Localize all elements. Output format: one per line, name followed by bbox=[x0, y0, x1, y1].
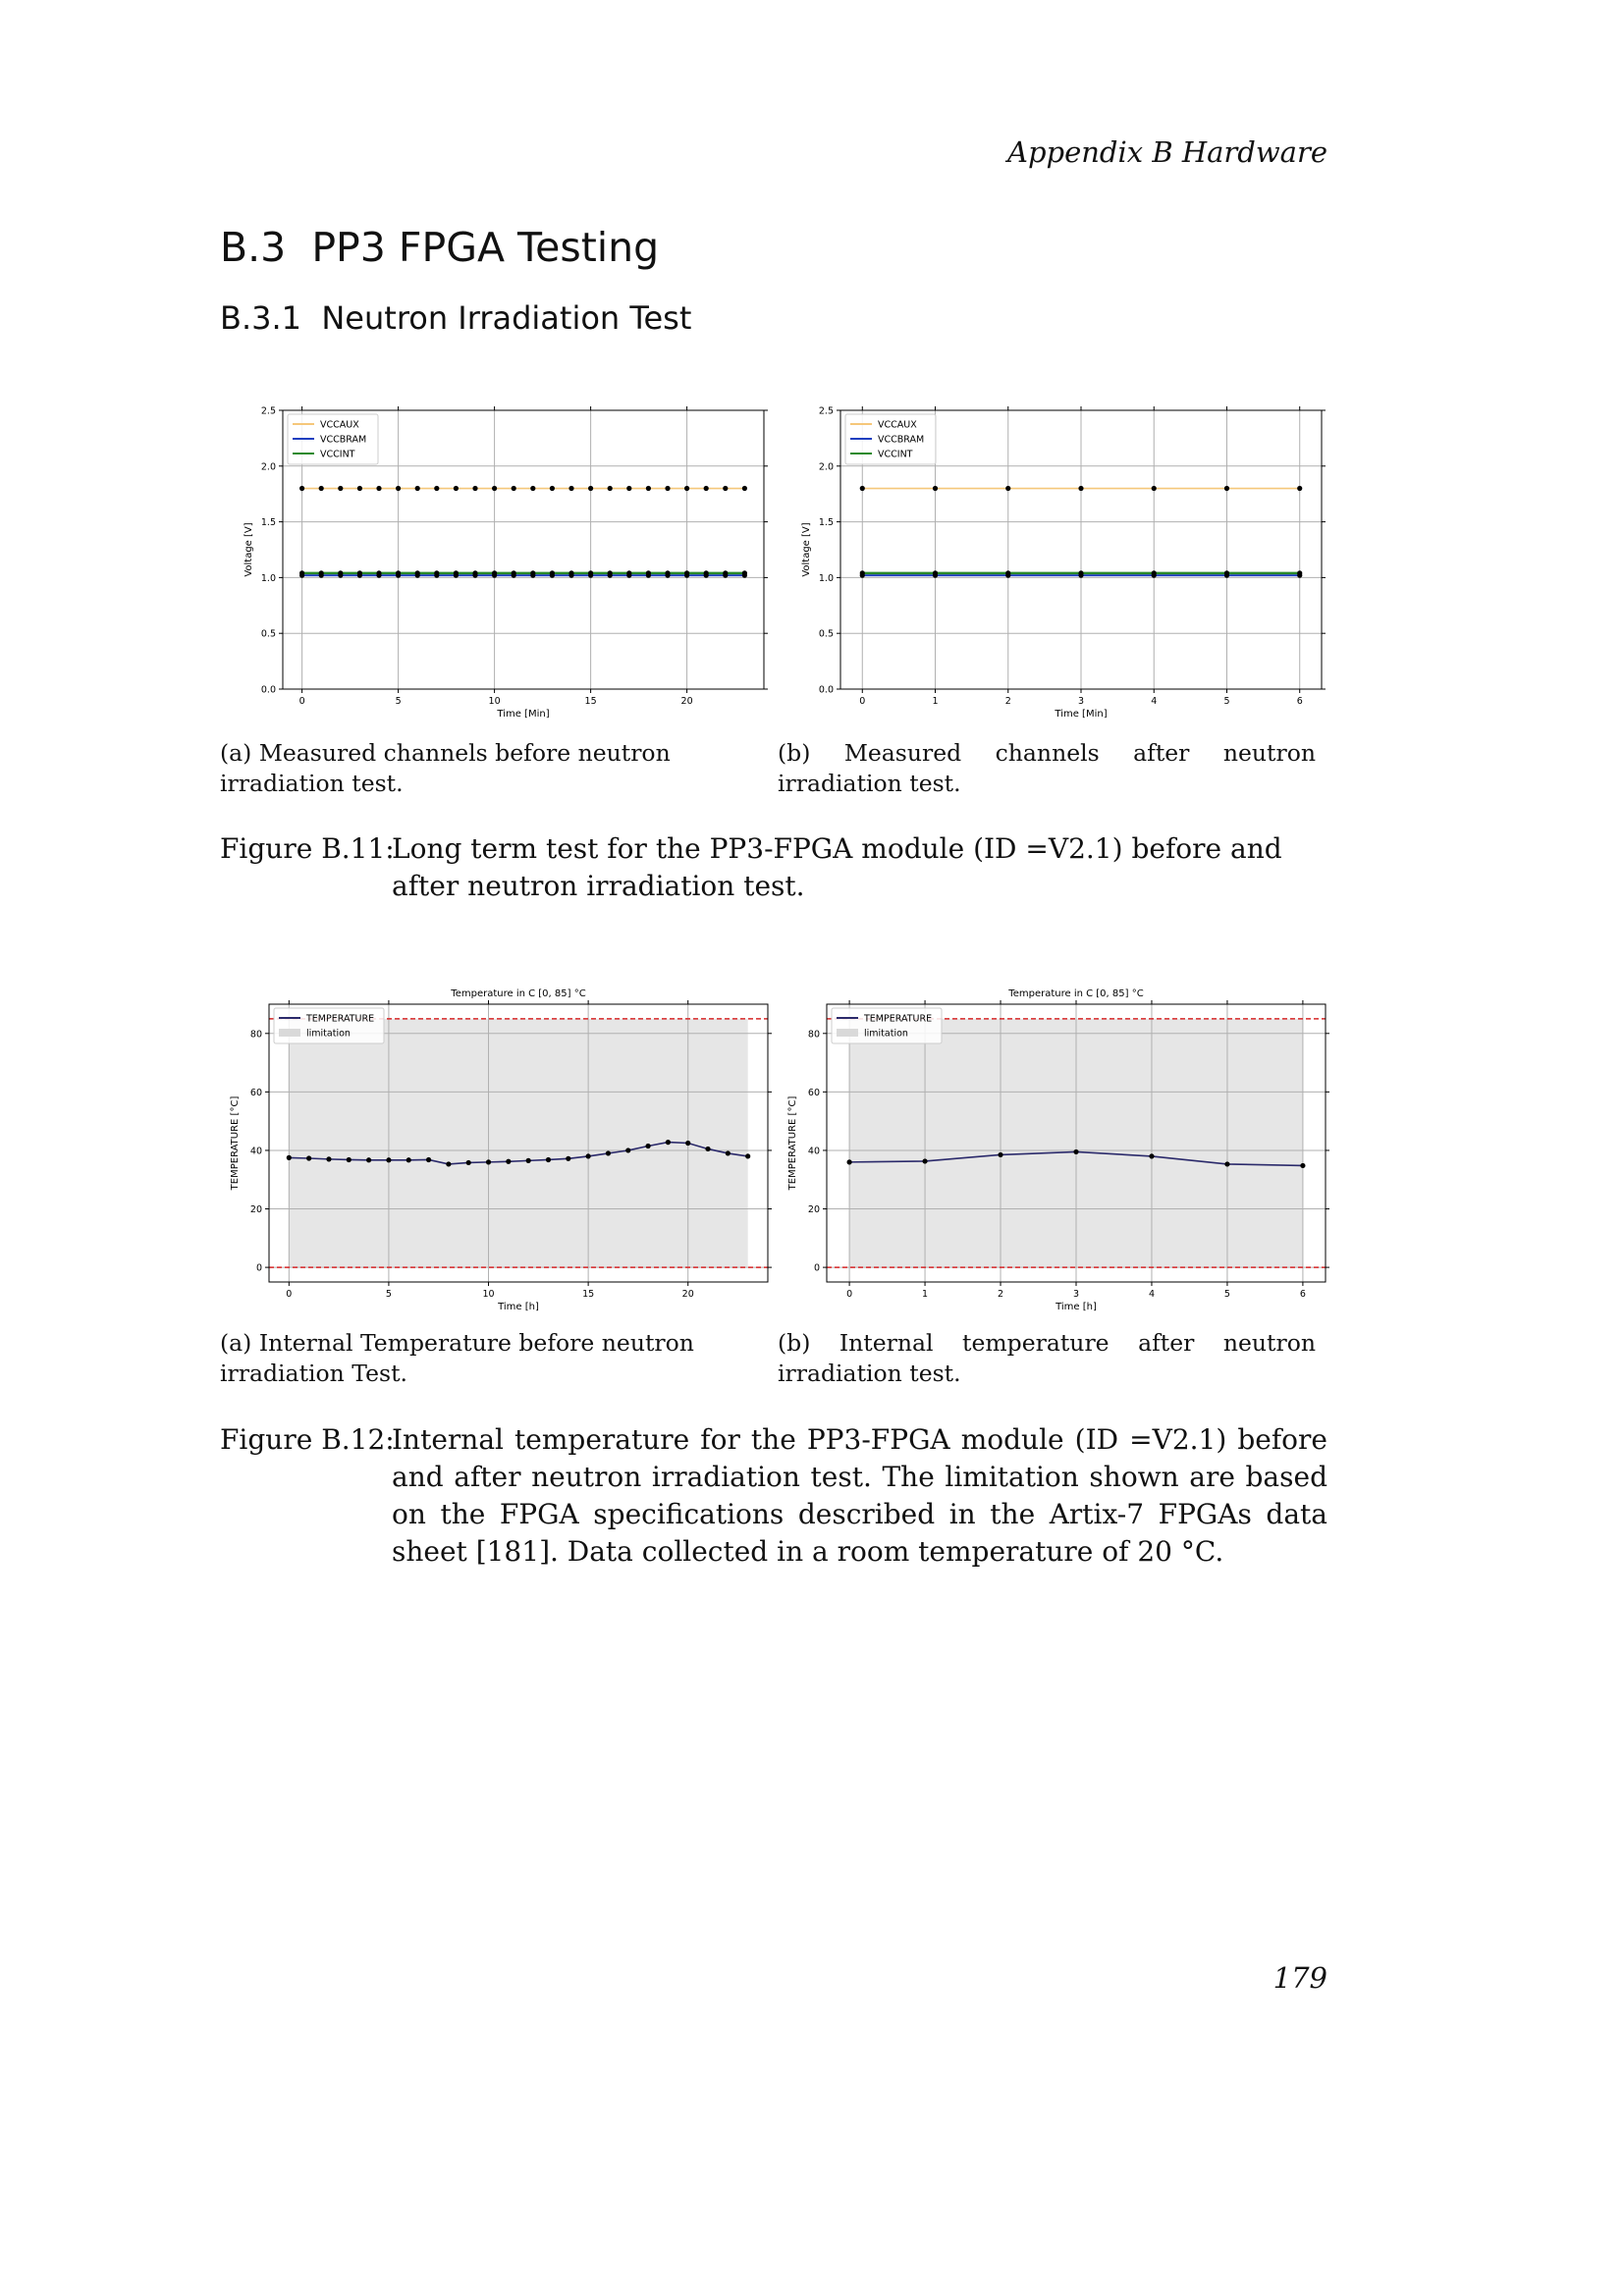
x-tick-label: 6 bbox=[1299, 1289, 1306, 1300]
section-title-text: PP3 FPGA Testing bbox=[311, 224, 660, 271]
data-point bbox=[426, 1157, 431, 1162]
data-point bbox=[396, 570, 401, 575]
x-tick-label: 4 bbox=[1151, 696, 1158, 707]
x-tick-label: 10 bbox=[482, 1289, 495, 1300]
data-point bbox=[742, 486, 747, 491]
data-point bbox=[860, 570, 865, 575]
data-point bbox=[745, 1153, 750, 1158]
x-tick-label: 3 bbox=[1072, 1289, 1080, 1300]
data-point bbox=[1073, 1149, 1078, 1154]
legend-label: VCCBRAM bbox=[320, 434, 367, 446]
data-point bbox=[645, 1144, 650, 1148]
data-point bbox=[588, 486, 593, 491]
figure-b11-subcaption-b: (b) Measured channels after neutron irradiation test. bbox=[778, 739, 1316, 797]
y-tick-label: 0 bbox=[255, 1262, 262, 1274]
data-point bbox=[299, 486, 304, 491]
temperature-chart-before-svg bbox=[228, 984, 773, 1312]
legend-label: VCCINT bbox=[320, 449, 355, 460]
data-point bbox=[1149, 1153, 1154, 1158]
data-point bbox=[1152, 570, 1157, 575]
legend-label: VCCAUX bbox=[878, 419, 917, 431]
data-point bbox=[665, 486, 670, 491]
y-tick-label: 60 bbox=[807, 1087, 820, 1098]
data-point bbox=[306, 1155, 311, 1160]
data-point bbox=[396, 486, 401, 491]
y-tick-label: 80 bbox=[807, 1029, 820, 1041]
subsection-number: B.3.1 bbox=[220, 299, 302, 337]
data-point bbox=[625, 1148, 630, 1152]
data-point bbox=[626, 486, 631, 491]
x-tick-label: 3 bbox=[1077, 696, 1085, 707]
y-tick-label: 0 bbox=[813, 1262, 820, 1274]
x-tick-label: 15 bbox=[584, 696, 597, 707]
x-axis-label: Time [h] bbox=[1056, 1302, 1097, 1312]
data-point bbox=[492, 486, 497, 491]
y-tick-label: 20 bbox=[807, 1204, 820, 1216]
data-point bbox=[684, 486, 689, 491]
data-point bbox=[933, 486, 938, 491]
y-tick-label: 40 bbox=[249, 1146, 262, 1157]
data-point bbox=[704, 486, 709, 491]
data-point bbox=[705, 1147, 710, 1151]
y-tick-label: 2.5 bbox=[818, 405, 834, 417]
legend-label: VCCINT bbox=[878, 449, 913, 460]
data-point bbox=[1300, 1163, 1305, 1168]
data-point bbox=[386, 1157, 391, 1162]
temperature-chart-before bbox=[228, 984, 773, 1312]
data-point bbox=[319, 570, 324, 575]
y-tick-label: 2.5 bbox=[260, 405, 276, 417]
data-point bbox=[530, 570, 535, 575]
data-point bbox=[376, 486, 381, 491]
data-point bbox=[1224, 570, 1229, 575]
y-axis-label: TEMPERATURE [°C] bbox=[230, 1095, 241, 1191]
y-tick-label: 1.5 bbox=[260, 517, 276, 529]
x-tick-label: 0 bbox=[286, 1289, 293, 1300]
page-number: 179 bbox=[1272, 1961, 1327, 1995]
y-axis-label: Voltage [V] bbox=[801, 522, 812, 577]
figure-b11-label: Figure B.11: bbox=[220, 832, 395, 865]
legend-label: VCCAUX bbox=[320, 419, 359, 431]
x-tick-label: 0 bbox=[859, 696, 866, 707]
data-point bbox=[1297, 570, 1302, 575]
data-point bbox=[1224, 1161, 1229, 1166]
y-tick-label: 60 bbox=[249, 1087, 262, 1098]
data-point bbox=[546, 1157, 551, 1162]
figure-b12-caption-text: Internal temperature for the PP3-FPGA module (ID =V2.1) before and after neutron irradiation test. The limitation shown are based on the FPGA specifications described in the Artix-7 FPGAs data sheet [181]. Data collected in a room temperature of 20 °C. bbox=[392, 1423, 1327, 1568]
y-axis-label: TEMPERATURE [°C] bbox=[787, 1095, 798, 1191]
x-tick-label: 15 bbox=[582, 1289, 595, 1300]
data-point bbox=[326, 1156, 331, 1161]
data-point bbox=[726, 1150, 731, 1155]
figure-b12-label: Figure B.12: bbox=[220, 1423, 395, 1456]
figure-b11-caption-text: Long term test for the PP3-FPGA module (ID =V2.1) before and after neutron irradiation test. bbox=[392, 832, 1282, 902]
chart-title: Temperature in C [0, 85] °C bbox=[451, 988, 586, 999]
data-point bbox=[646, 570, 651, 575]
legend-swatch bbox=[837, 1029, 858, 1037]
data-point bbox=[922, 1158, 927, 1163]
data-point bbox=[526, 1158, 531, 1163]
data-point bbox=[550, 570, 555, 575]
data-point bbox=[357, 570, 362, 575]
legend-swatch bbox=[279, 1029, 300, 1037]
data-point bbox=[512, 570, 516, 575]
data-point bbox=[454, 486, 459, 491]
data-point bbox=[512, 486, 516, 491]
data-point bbox=[723, 570, 728, 575]
x-tick-label: 0 bbox=[298, 696, 305, 707]
data-point bbox=[492, 570, 497, 575]
y-tick-label: 0.5 bbox=[260, 628, 276, 640]
data-point bbox=[685, 1141, 690, 1146]
data-point bbox=[1224, 486, 1229, 491]
x-tick-label: 5 bbox=[1223, 1289, 1230, 1300]
data-point bbox=[626, 570, 631, 575]
x-tick-label: 6 bbox=[1296, 696, 1303, 707]
data-point bbox=[586, 1153, 591, 1158]
data-point bbox=[415, 486, 420, 491]
section-title bbox=[220, 224, 659, 271]
x-tick-label: 5 bbox=[1223, 696, 1230, 707]
data-point bbox=[530, 486, 535, 491]
data-point bbox=[347, 1157, 352, 1162]
data-point bbox=[434, 486, 439, 491]
x-tick-label: 20 bbox=[680, 696, 693, 707]
voltage-chart-after-svg bbox=[785, 398, 1330, 720]
data-point bbox=[608, 486, 613, 491]
figure-b12-subcaption-b: (b) Internal temperature after neutron irradiation test. bbox=[778, 1329, 1316, 1387]
x-tick-label: 2 bbox=[998, 1289, 1004, 1300]
y-tick-label: 20 bbox=[249, 1204, 262, 1216]
data-point bbox=[415, 570, 420, 575]
data-point bbox=[319, 486, 324, 491]
figure-b11-subcaption-a: (a) Measured channels before neutron irradiation test. bbox=[220, 739, 671, 797]
data-point bbox=[860, 486, 865, 491]
data-point bbox=[646, 486, 651, 491]
legend-label: VCCBRAM bbox=[878, 434, 925, 446]
legend-label: limitation bbox=[864, 1028, 908, 1040]
data-point bbox=[1152, 486, 1157, 491]
data-point bbox=[998, 1152, 1002, 1157]
data-point bbox=[287, 1155, 292, 1160]
data-point bbox=[338, 486, 343, 491]
temperature-chart-after bbox=[785, 984, 1330, 1312]
running-head: Appendix B Hardware bbox=[1007, 135, 1327, 169]
data-point bbox=[338, 570, 343, 575]
voltage-chart-after bbox=[785, 398, 1330, 720]
y-tick-label: 2.0 bbox=[818, 461, 834, 473]
x-tick-label: 1 bbox=[922, 1289, 929, 1300]
data-point bbox=[588, 570, 593, 575]
y-tick-label: 0.0 bbox=[260, 684, 276, 696]
data-point bbox=[742, 570, 747, 575]
x-axis-label: Time [Min] bbox=[497, 709, 550, 720]
data-point bbox=[454, 570, 459, 575]
data-point bbox=[933, 570, 938, 575]
data-point bbox=[606, 1150, 611, 1155]
data-point bbox=[376, 570, 381, 575]
data-point bbox=[299, 570, 304, 575]
x-axis-label: Time [h] bbox=[498, 1302, 539, 1312]
x-tick-label: 10 bbox=[488, 696, 501, 707]
data-point bbox=[446, 1161, 451, 1166]
data-point bbox=[566, 1156, 570, 1161]
y-axis-label: Voltage [V] bbox=[244, 522, 254, 577]
data-point bbox=[568, 570, 573, 575]
voltage-chart-before bbox=[228, 398, 773, 720]
data-point bbox=[357, 486, 362, 491]
legend-label: TEMPERATURE bbox=[306, 1013, 375, 1025]
x-tick-label: 20 bbox=[681, 1289, 694, 1300]
y-tick-label: 0.5 bbox=[818, 628, 834, 640]
x-tick-label: 1 bbox=[932, 696, 939, 707]
data-point bbox=[366, 1157, 371, 1162]
data-point bbox=[472, 570, 477, 575]
x-tick-label: 0 bbox=[846, 1289, 853, 1300]
y-tick-label: 1.0 bbox=[818, 572, 834, 584]
data-point bbox=[684, 570, 689, 575]
data-point bbox=[568, 486, 573, 491]
data-point bbox=[486, 1159, 491, 1164]
data-point bbox=[1005, 486, 1010, 491]
y-tick-label: 80 bbox=[249, 1029, 262, 1041]
data-point bbox=[846, 1159, 851, 1164]
y-tick-label: 1.5 bbox=[818, 517, 834, 529]
subsection-title-text: Neutron Irradiation Test bbox=[321, 299, 692, 337]
data-point bbox=[550, 486, 555, 491]
subsection-title bbox=[220, 299, 691, 337]
data-point bbox=[666, 1140, 671, 1145]
y-tick-label: 1.0 bbox=[260, 572, 276, 584]
data-point bbox=[472, 486, 477, 491]
temperature-chart-after-svg bbox=[785, 984, 1330, 1312]
data-point bbox=[665, 570, 670, 575]
data-point bbox=[506, 1159, 511, 1164]
legend-label: TEMPERATURE bbox=[864, 1013, 933, 1025]
chart-title: Temperature in C [0, 85] °C bbox=[1008, 988, 1144, 999]
y-tick-label: 2.0 bbox=[260, 461, 276, 473]
y-tick-label: 0.0 bbox=[818, 684, 834, 696]
data-point bbox=[1297, 486, 1302, 491]
data-point bbox=[723, 486, 728, 491]
x-tick-label: 2 bbox=[1004, 696, 1011, 707]
data-point bbox=[406, 1157, 411, 1162]
x-axis-label: Time [Min] bbox=[1055, 709, 1108, 720]
data-point bbox=[608, 570, 613, 575]
section-number: B.3 bbox=[220, 224, 287, 271]
data-point bbox=[1005, 570, 1010, 575]
data-point bbox=[1078, 570, 1083, 575]
data-point bbox=[1078, 486, 1083, 491]
legend-label: limitation bbox=[306, 1028, 351, 1040]
data-point bbox=[434, 570, 439, 575]
data-point bbox=[704, 570, 709, 575]
data-point bbox=[466, 1160, 471, 1165]
x-tick-label: 5 bbox=[385, 1289, 392, 1300]
x-tick-label: 5 bbox=[395, 696, 402, 707]
x-tick-label: 4 bbox=[1148, 1289, 1155, 1300]
y-tick-label: 40 bbox=[807, 1146, 820, 1157]
figure-b12-subcaption-a: (a) Internal Temperature before neutron irradiation Test. bbox=[220, 1329, 694, 1387]
voltage-chart-before-svg bbox=[228, 398, 773, 720]
